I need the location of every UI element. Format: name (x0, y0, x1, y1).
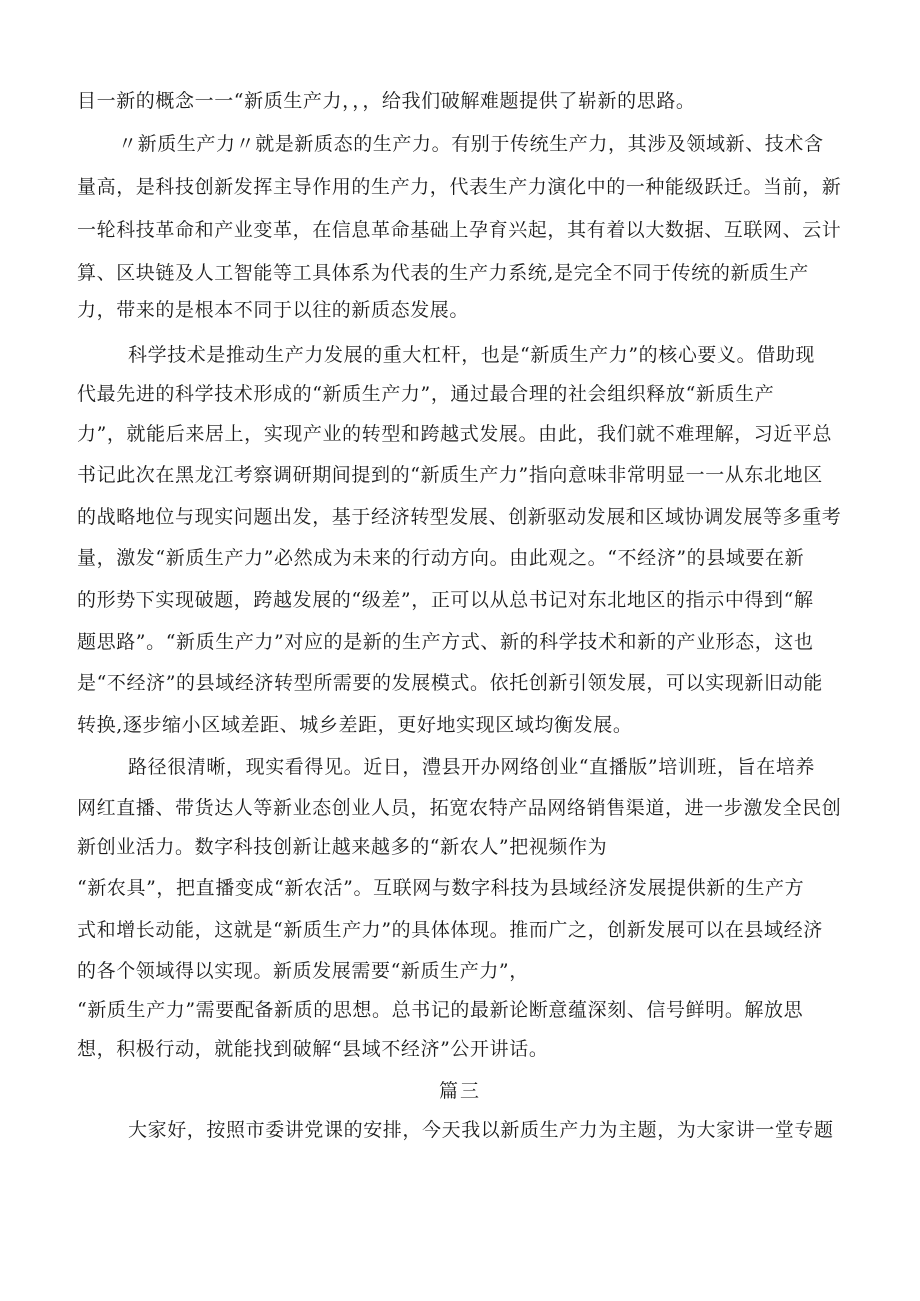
text-line-6: 力，带来的是根本不同于以往的新质态发展。 (77, 299, 470, 321)
text-line-7: 科学技术是推动生产力发展的重大杠杆，也是“新质生产力”的核心要义。借助现 (128, 344, 816, 366)
text-line-15: 是“不经济”的县域经济转型所需要的发展模式。依托创新引领发展，可以实现新旧动能 (77, 672, 823, 694)
text-line-10: 书记此次在黑龙江考察调研期间提到的“新质生产力”指向意味非常明显一一从东北地区 (77, 464, 823, 486)
text-line-5: 算、区块链及人工智能等工具体系为代表的生产力系统,是完全不同于传统的新质生产 (77, 262, 809, 284)
text-line-23: “新质生产力”需要配备新质的思想。总书记的最新论断意蕴深刻、信号鲜明。解放思 (77, 999, 804, 1021)
text-line-16: 转换,逐步缩小区域差距、城乡差距，更好地实现区域均衡发展。 (77, 714, 633, 736)
text-line-1: 目一新的概念一一“新质生产力，，，给我们破解难题提供了崭新的思路。 (77, 90, 696, 112)
text-line-9: 力”，就能后来居上，实现产业的转型和跨越式发展。由此，我们就不难理解，习近平总 (77, 423, 833, 445)
text-line-19: 新创业活力。数字科技创新让越来越多的“新农人”把视频作为 (77, 836, 608, 858)
text-line-21: 式和增长动能，这就是“新质生产力”的具体体现。推而广之，创新发展可以在县域经济 (77, 919, 823, 941)
text-line-20: “新农具”，把直播变成“新农活”。互联网与数字科技为县域经济发展提供新的生产方 (77, 877, 805, 899)
text-line-3: 量高，是科技创新发挥主导作用的生产力，代表生产力演化中的一种能级跃迁。当前，新 (77, 176, 842, 198)
text-line-22: 的各个领域得以实现。新质发展需要“新质生产力”， (77, 960, 529, 982)
text-line-4: 一轮科技革命和产业变革，在信息革命基础上孕育兴起，其有着以大数据、互联网、云计 (77, 219, 842, 241)
text-line-12: 量，激发“新质生产力”必然成为未来的行动方向。由此观之。“不经济”的县域要在新 (77, 547, 805, 569)
text-line-17: 路径很清晰，现实看得见。近日，澧县开办网络创业“直播版”培训班，旨在培养 (128, 756, 816, 778)
text-line-2: 〃新质生产力〃就是新质态的生产力。有别于传统生产力，其涉及领域新、技术含 (118, 133, 824, 155)
text-line-8: 代最先进的科学技术形成的“新质生产力”，通过最合理的社会组织释放“新质生产 (77, 383, 775, 405)
text-line-26: 大家好，按照市委讲党课的安排，今天我以新质生产力为主题，为大家讲一堂专题 (128, 1119, 834, 1141)
text-line-11: 的战略地位与现实问题出发，基于经济转型发展、创新驱动发展和区域协调发展等多重考 (77, 506, 842, 528)
text-line-18: 网红直播、带货达人等新业态创业人员，拓宽农特产品网络销售渠道，进一步激发全民创 (77, 797, 842, 819)
text-line-24: 想，积极行动，就能找到破解“县域不经济”公开讲话。 (77, 1038, 549, 1060)
section-heading: 篇三 (438, 1080, 481, 1102)
text-line-14: 题思路”。“新质生产力”对应的是新的生产方式、新的科学技术和新的产业形态，这也 (77, 631, 814, 653)
text-line-13: 的形势下实现破题，跨越发展的“级差”，正可以从总书记对东北地区的指示中得到“解 (77, 589, 814, 611)
